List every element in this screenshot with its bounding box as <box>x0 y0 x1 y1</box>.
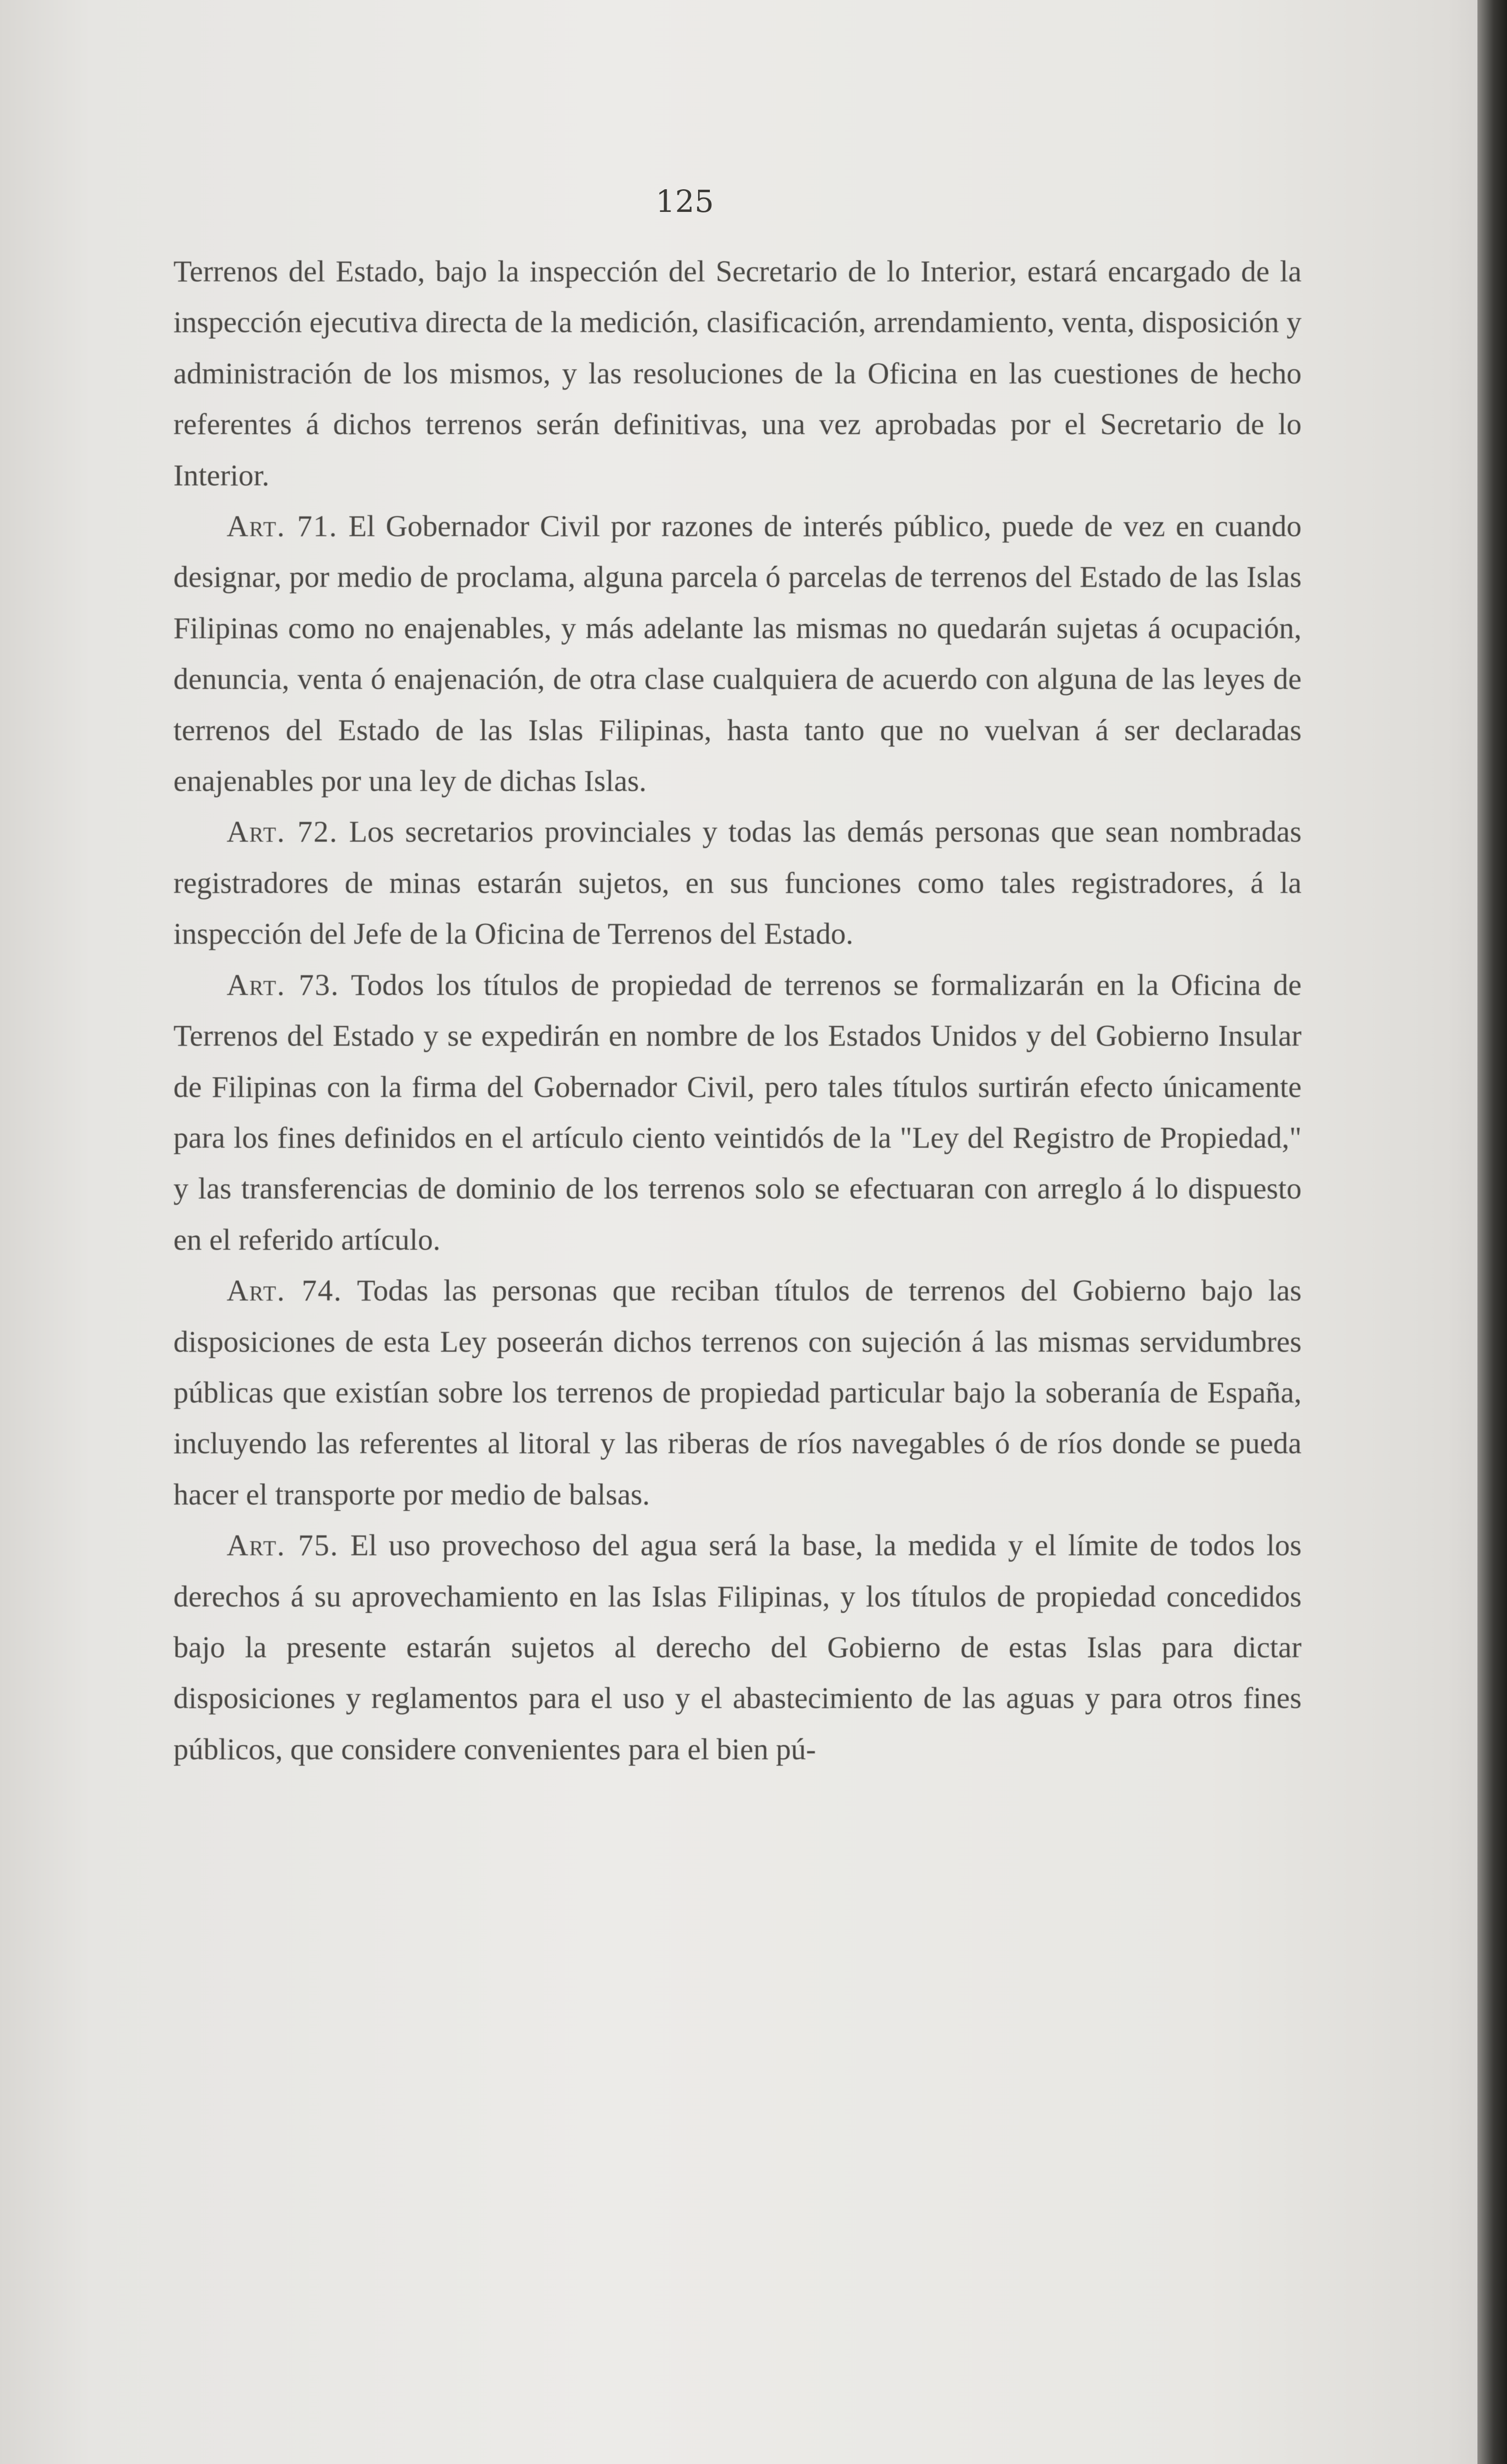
article-label: Art. 74. <box>227 1274 342 1308</box>
article-label: Art. 73. <box>227 968 339 1002</box>
article-label: Art. 75. <box>227 1529 339 1563</box>
article-label: Art. 72. <box>227 816 338 849</box>
paragraph-continuation <box>173 246 1302 501</box>
article-73 <box>173 960 1302 1266</box>
article-text: Los secretarios provinciales y todas las demás personas que sean nombradas registradores de minas estarán sujetos, en sus funciones como tales registradores, á la inspección del Jefe de la Oficina de Terrenos del Estado. <box>173 816 1302 951</box>
page-edge-shadow <box>1477 0 1507 2464</box>
article-text: Todas las personas que reciban títulos de terrenos del Gobierno bajo las disposiciones de esta Ley poseerán dichos terrenos con sujeción á las mismas servidumbres públicas que existían sobre los terrenos de propiedad particular bajo la soberanía de España, incluyendo las referentes al litoral y las riberas de ríos navegables ó de ríos donde se pueda hacer el transporte por medio de balsas. <box>173 1274 1302 1511</box>
article-71 <box>173 501 1302 807</box>
article-text: El Gobernador Civil por razones de interés público, puede de vez en cuando designar, por medio de proclama, alguna parcela ó parcelas de terrenos del Estado de las Islas Filipinas como no enajenables, y más adelante las mismas no quedarán sujetas á ocupación, denuncia, venta ó enajenación, de otra clase cualquiera de acuerdo con alguna de las leyes de terrenos del Estado de las Islas Filipinas, hasta tanto que no vuelvan á ser declaradas enajenables por una ley de dichas Islas. <box>173 510 1302 798</box>
article-72 <box>173 807 1302 959</box>
article-75 <box>173 1520 1302 1775</box>
article-text: El uso provechoso del agua será la base, la medida y el límite de todos los derechos á su aprovechamiento en las Islas Filipinas, y los títulos de propiedad concedidos bajo la presente estarán sujetos al derecho del Gobierno de estas Islas para dictar disposiciones y reglamentos para el uso y el abastecimiento de las aguas y para otros fines públicos, que considere convenientes para el bien pú- <box>173 1529 1302 1766</box>
paragraph-text: Terrenos del Estado, bajo la inspección del Secretario de lo Interior, estará encargado de la inspección ejecutiva directa de la medición, clasificación, arrendamiento, venta, disposición y administración de los mismos, y las resoluciones de la Oficina en las cuestiones de hecho referentes á dichos terrenos serán definitivas, una vez aprobadas por el Secretario de lo Interior. <box>173 255 1302 492</box>
article-74 <box>173 1266 1302 1520</box>
page-number: 125 <box>655 183 714 219</box>
body-text <box>173 246 1302 1775</box>
article-text: Todos los títulos de propiedad de terrenos se formalizarán en la Oficina de Terrenos del Estado y se expedirán en nombre de los Estados Unidos y del Gobierno Insular de Filipinas con la firma del Gobernador Civil, pero tales títulos surtirán efecto únicamente para los fines definidos en el artículo ciento veintidós de la "Ley del Registro de Propiedad," y las transferencias de dominio de los terrenos solo se efectuaran con arreglo á lo dispuesto en el referido artículo. <box>173 968 1302 1257</box>
article-label: Art. 71. <box>227 510 338 544</box>
